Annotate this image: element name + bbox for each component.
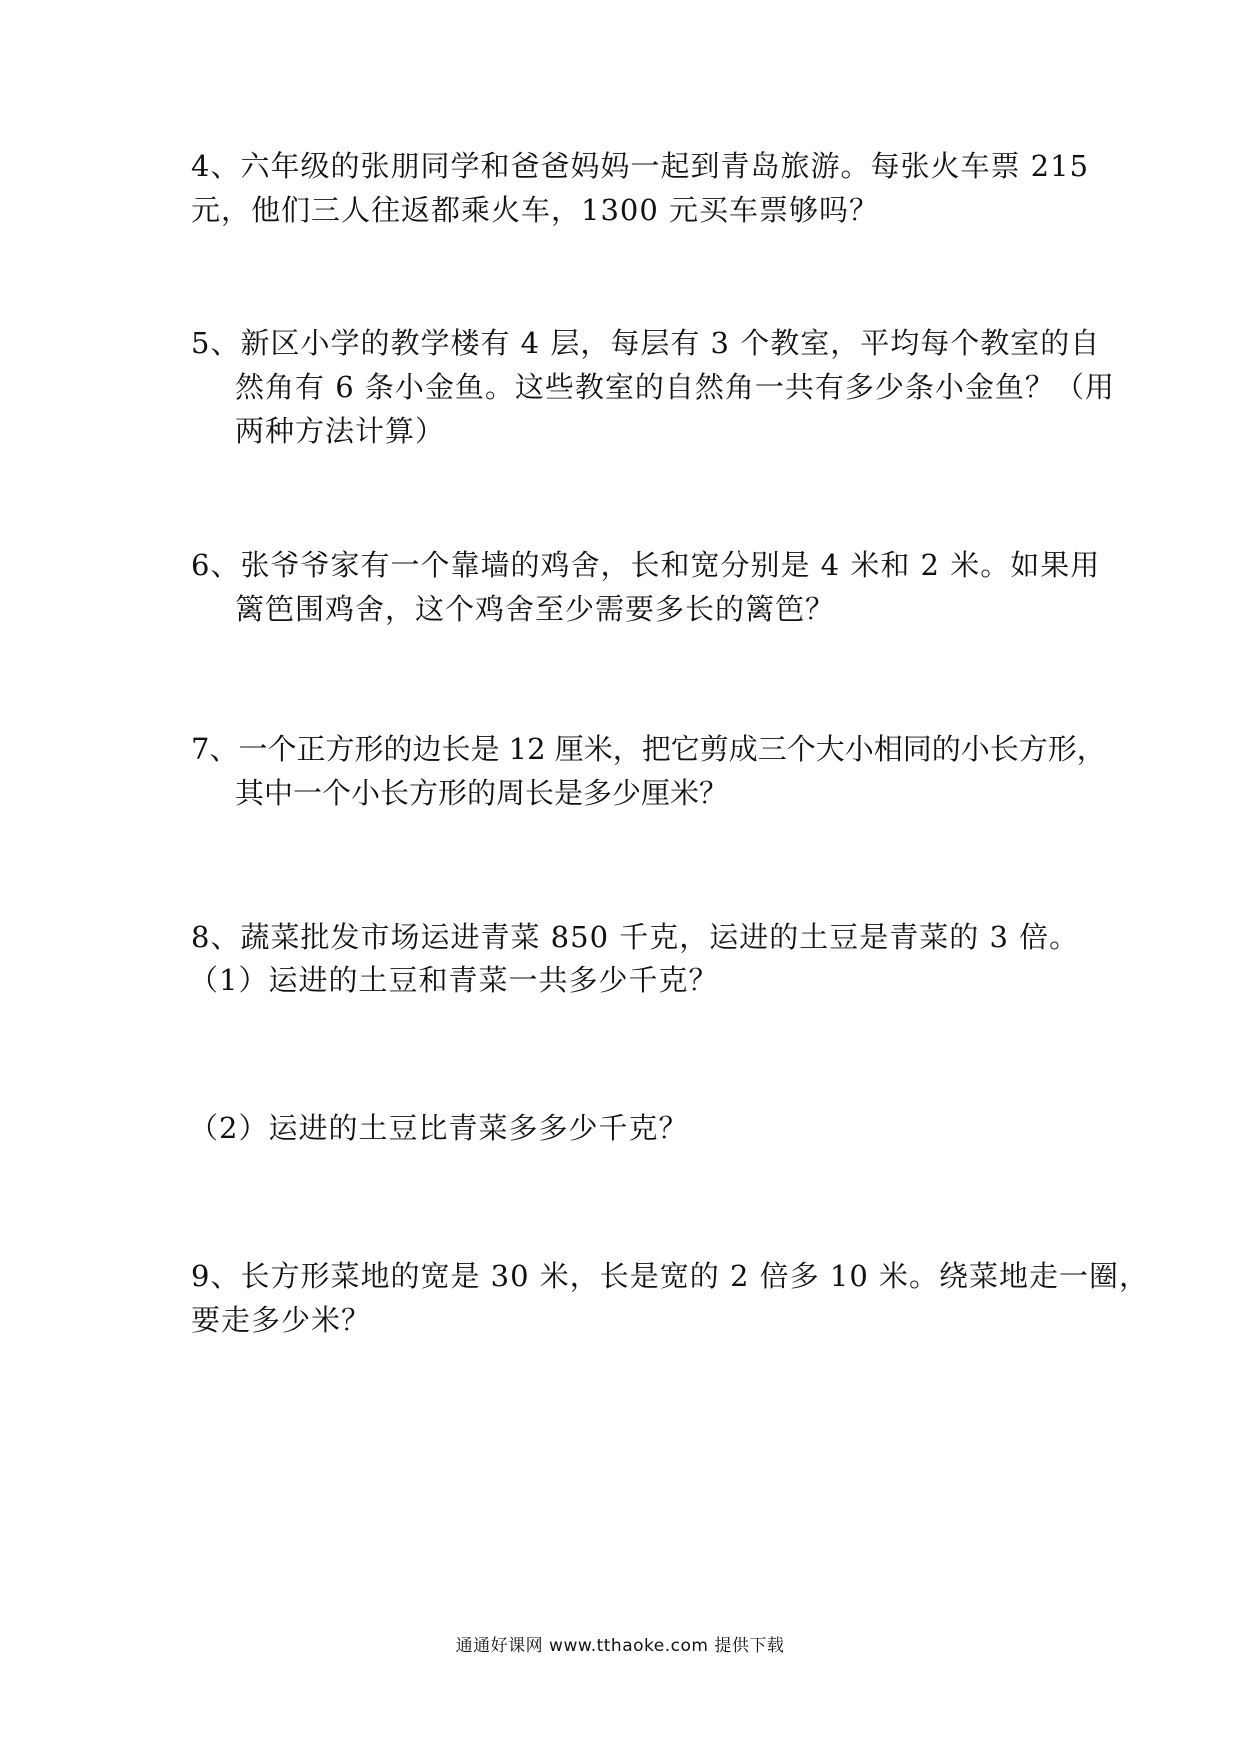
question-7: [191, 727, 1106, 815]
question-5-line-1: 5、新区小学的教学楼有 4 层，每层有 3 个教室，平均每个教室的自: [191, 326, 1101, 360]
question-7-line-1: 7、一个正方形的边长是 12 厘米，把它剪成三个大小相同的小长方形，: [191, 732, 1106, 766]
question-6-line-2: 篱笆围鸡舍，这个鸡舍至少需要多长的篱笆？: [235, 592, 836, 626]
question-4-line-1: 4、六年级的张朋同学和爸爸妈妈一起到青岛旅游。每张火车票 215: [191, 149, 1090, 183]
footer-download-notice: 通通好课网 www.tthaoke.com 提供下载: [455, 1636, 785, 1656]
question-7-line-2: 其中一个小长方形的周长是多少厘米？: [235, 776, 729, 810]
question-8-line-1: 8、蔬菜批发市场运进青菜 850 千克，运进的土豆是青菜的 3 倍。: [191, 920, 1080, 954]
question-9-line-2: 要走多少米？: [191, 1303, 372, 1337]
question-5: [191, 321, 1115, 453]
question-9: [191, 1254, 1150, 1342]
question-4-line-2: 元，他们三人往返都乘火车，1300 元买车票够吗？: [191, 193, 880, 227]
question-8: [191, 915, 1080, 959]
question-5-line-2: 然角有 6 条小金鱼。这些教室的自然角一共有多少条小金鱼？（用: [235, 370, 1115, 404]
question-8-part-1: （1）运进的土豆和青菜一共多少千克？: [189, 963, 719, 997]
question-6-line-1: 6、张爷爷家有一个靠墙的鸡舍，长和宽分别是 4 米和 2 米。如果用: [191, 548, 1101, 582]
question-4: [191, 144, 1090, 232]
question-8-part-2: （2）运进的土豆比青菜多多少千克？: [189, 1111, 689, 1145]
question-6: [191, 543, 1101, 631]
question-9-line-1: 9、长方形菜地的宽是 30 米，长是宽的 2 倍多 10 米。绕菜地走一圈，: [191, 1259, 1150, 1293]
question-5-line-3: 两种方法计算）: [235, 414, 446, 448]
